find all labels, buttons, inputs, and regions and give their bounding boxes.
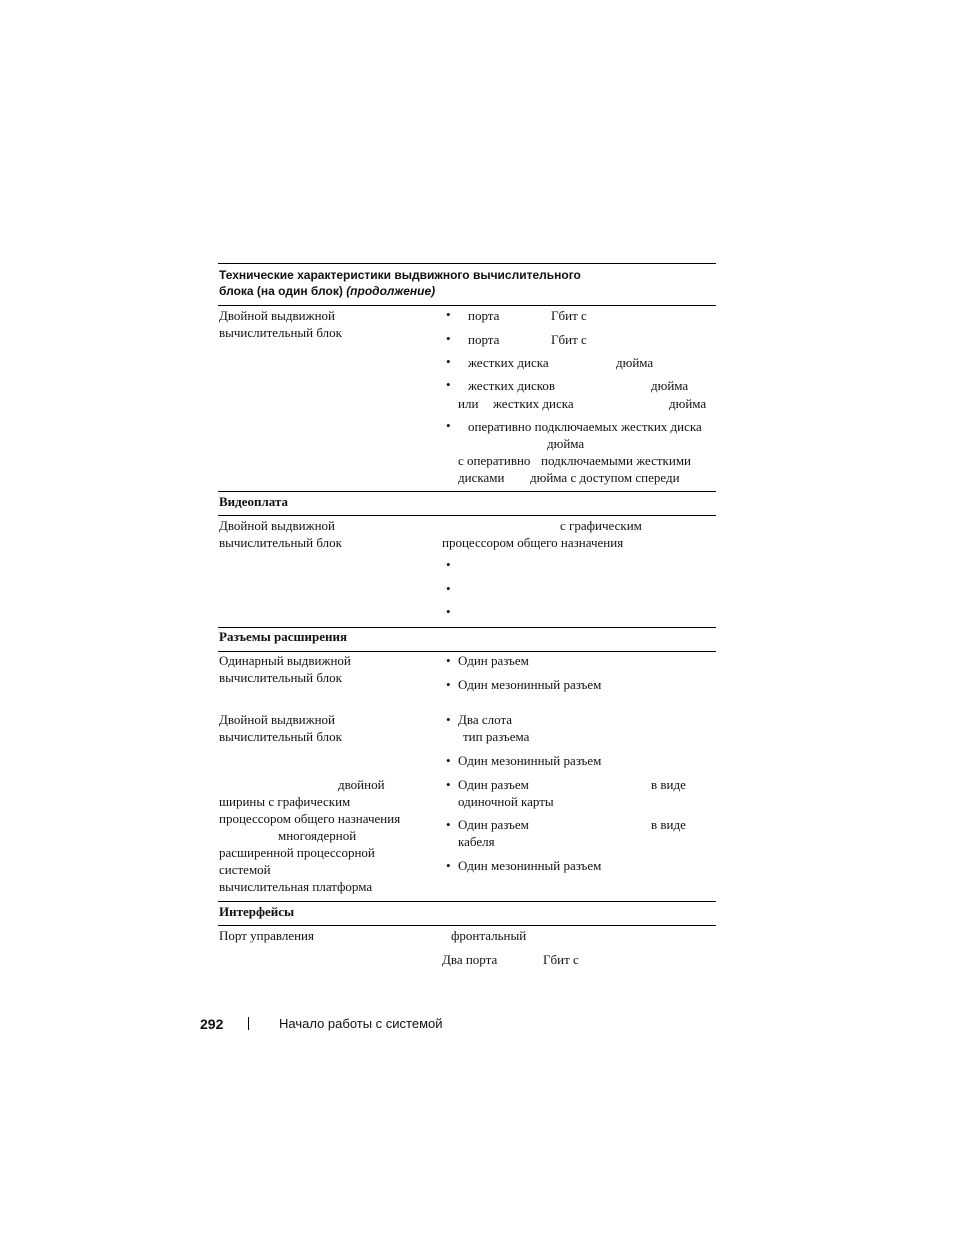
bullet: • — [446, 418, 451, 433]
section-video: Видеоплата — [219, 494, 288, 509]
table-title: Технические характеристики выдвижного вычислительного блока (на один блок) (продолжение) — [219, 268, 581, 298]
row-label: Двойной выдвижной вычислительный блок — [219, 308, 342, 340]
footer-title: Начало работы с системой — [279, 1016, 443, 1031]
row-label: Двойной выдвижной вычислительный блок — [219, 712, 342, 744]
bullet: • — [446, 354, 451, 369]
section-interfaces: Интерфейсы — [219, 904, 295, 919]
row-label: Порт управления — [219, 928, 314, 943]
title-rule — [218, 305, 716, 306]
table-top-rule — [218, 263, 716, 264]
bullet: • — [446, 557, 451, 572]
bullet: • — [446, 753, 451, 768]
row-label: Одинарный выдвижной вычислительный блок — [219, 653, 351, 685]
bullet: • — [446, 604, 451, 619]
section-slots: Разъемы расширения — [219, 629, 348, 644]
footer-separator — [248, 1017, 249, 1030]
row-label: Двойной выдвижной вычислительный блок — [219, 518, 342, 550]
bullet: • — [446, 858, 451, 873]
bullet: • — [446, 307, 451, 322]
bullet: • — [446, 712, 451, 727]
bullet: • — [446, 817, 451, 832]
row-label: двойной ширины с графическим процессором общего назначения многоядерной расширенной процессорной системой вычислительная платформа — [219, 777, 401, 894]
bullet: • — [446, 581, 451, 596]
bullet: • — [446, 653, 451, 668]
bullet: • — [446, 777, 451, 792]
page-number: 292 — [200, 1016, 224, 1032]
bullet: • — [446, 377, 451, 392]
bullet: • — [446, 677, 451, 692]
bullet: • — [446, 331, 451, 346]
